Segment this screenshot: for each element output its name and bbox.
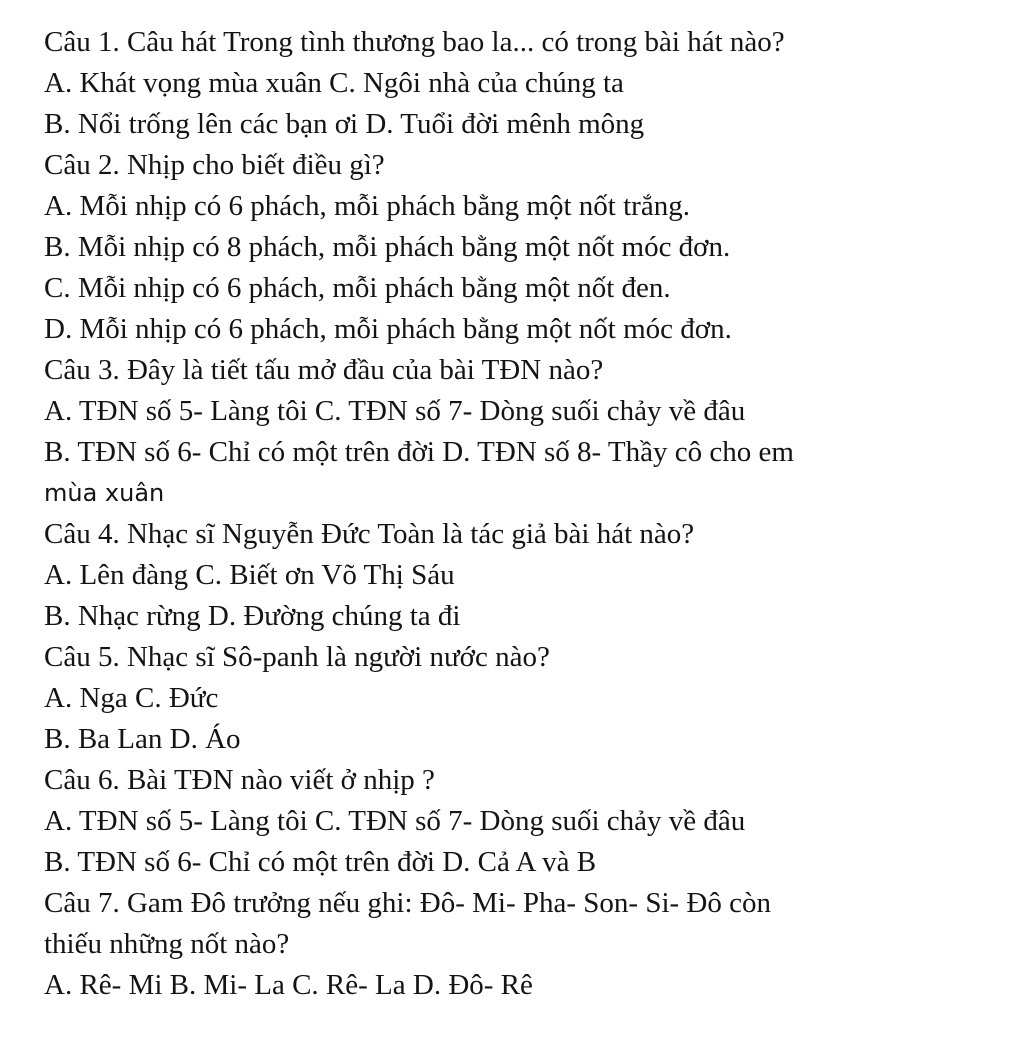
question-3-text: Câu 3. Đây là tiết tấu mở đầu của bài TĐN nào? xyxy=(44,354,604,386)
question-2-option-a: A. Mỗi nhịp có 6 phách, mỗi phách bằng một nốt trắng. xyxy=(44,190,690,222)
question-6-options-b-d: B. TĐN số 6- Chỉ có một trên đời D. Cả A và B xyxy=(44,846,597,878)
question-3-options-continuation: mùa xuân xyxy=(44,479,165,507)
question-2-option-c: C. Mỗi nhịp có 6 phách, mỗi phách bằng một nốt đen. xyxy=(44,272,671,304)
question-4-options-a-c: A. Lên đàng C. Biết ơn Võ Thị Sáu xyxy=(44,559,455,591)
question-7-text-continuation: thiếu những nốt nào? xyxy=(44,928,290,960)
question-2-text: Câu 2. Nhịp cho biết điều gì? xyxy=(44,149,385,181)
question-5-text: Câu 5. Nhạc sĩ Sô-panh là người nước nào? xyxy=(44,641,550,673)
question-4-text: Câu 4. Nhạc sĩ Nguyễn Đức Toàn là tác giả bài hát nào? xyxy=(44,518,695,550)
question-2-option-b: B. Mỗi nhịp có 8 phách, mỗi phách bằng một nốt móc đơn. xyxy=(44,231,731,263)
question-6-options-a-c: A. TĐN số 5- Làng tôi C. TĐN số 7- Dòng suối chảy về đâu xyxy=(44,805,746,837)
question-5-options-a-c: A. Nga C. Đức xyxy=(44,682,219,714)
question-7-text: Câu 7. Gam Đô trưởng nếu ghi: Đô- Mi- Pha- Son- Si- Đô còn xyxy=(44,887,771,919)
question-1-text: Câu 1. Câu hát Trong tình thương bao la... có trong bài hát nào? xyxy=(44,26,785,58)
quiz-document xyxy=(44,22,1004,1006)
question-4-options-b-d: B. Nhạc rừng D. Đường chúng ta đi xyxy=(44,600,461,632)
question-1-options-a-c: A. Khát vọng mùa xuân C. Ngôi nhà của chúng ta xyxy=(44,67,624,99)
question-3-options-a-c: A. TĐN số 5- Làng tôi C. TĐN số 7- Dòng suối chảy về đâu xyxy=(44,395,746,427)
question-5-options-b-d: B. Ba Lan D. Áo xyxy=(44,723,241,755)
question-3-options-b-d: B. TĐN số 6- Chỉ có một trên đời D. TĐN số 8- Thầy cô cho em xyxy=(44,436,794,468)
question-7-options: A. Rê- Mi B. Mi- La C. Rê- La D. Đô- Rê xyxy=(44,969,533,1001)
question-2-option-d: D. Mỗi nhịp có 6 phách, mỗi phách bằng một nốt móc đơn. xyxy=(44,313,732,345)
question-6-text: Câu 6. Bài TĐN nào viết ở nhịp ? xyxy=(44,764,435,796)
question-1-options-b-d: B. Nổi trống lên các bạn ơi D. Tuổi đời mênh mông xyxy=(44,108,645,140)
